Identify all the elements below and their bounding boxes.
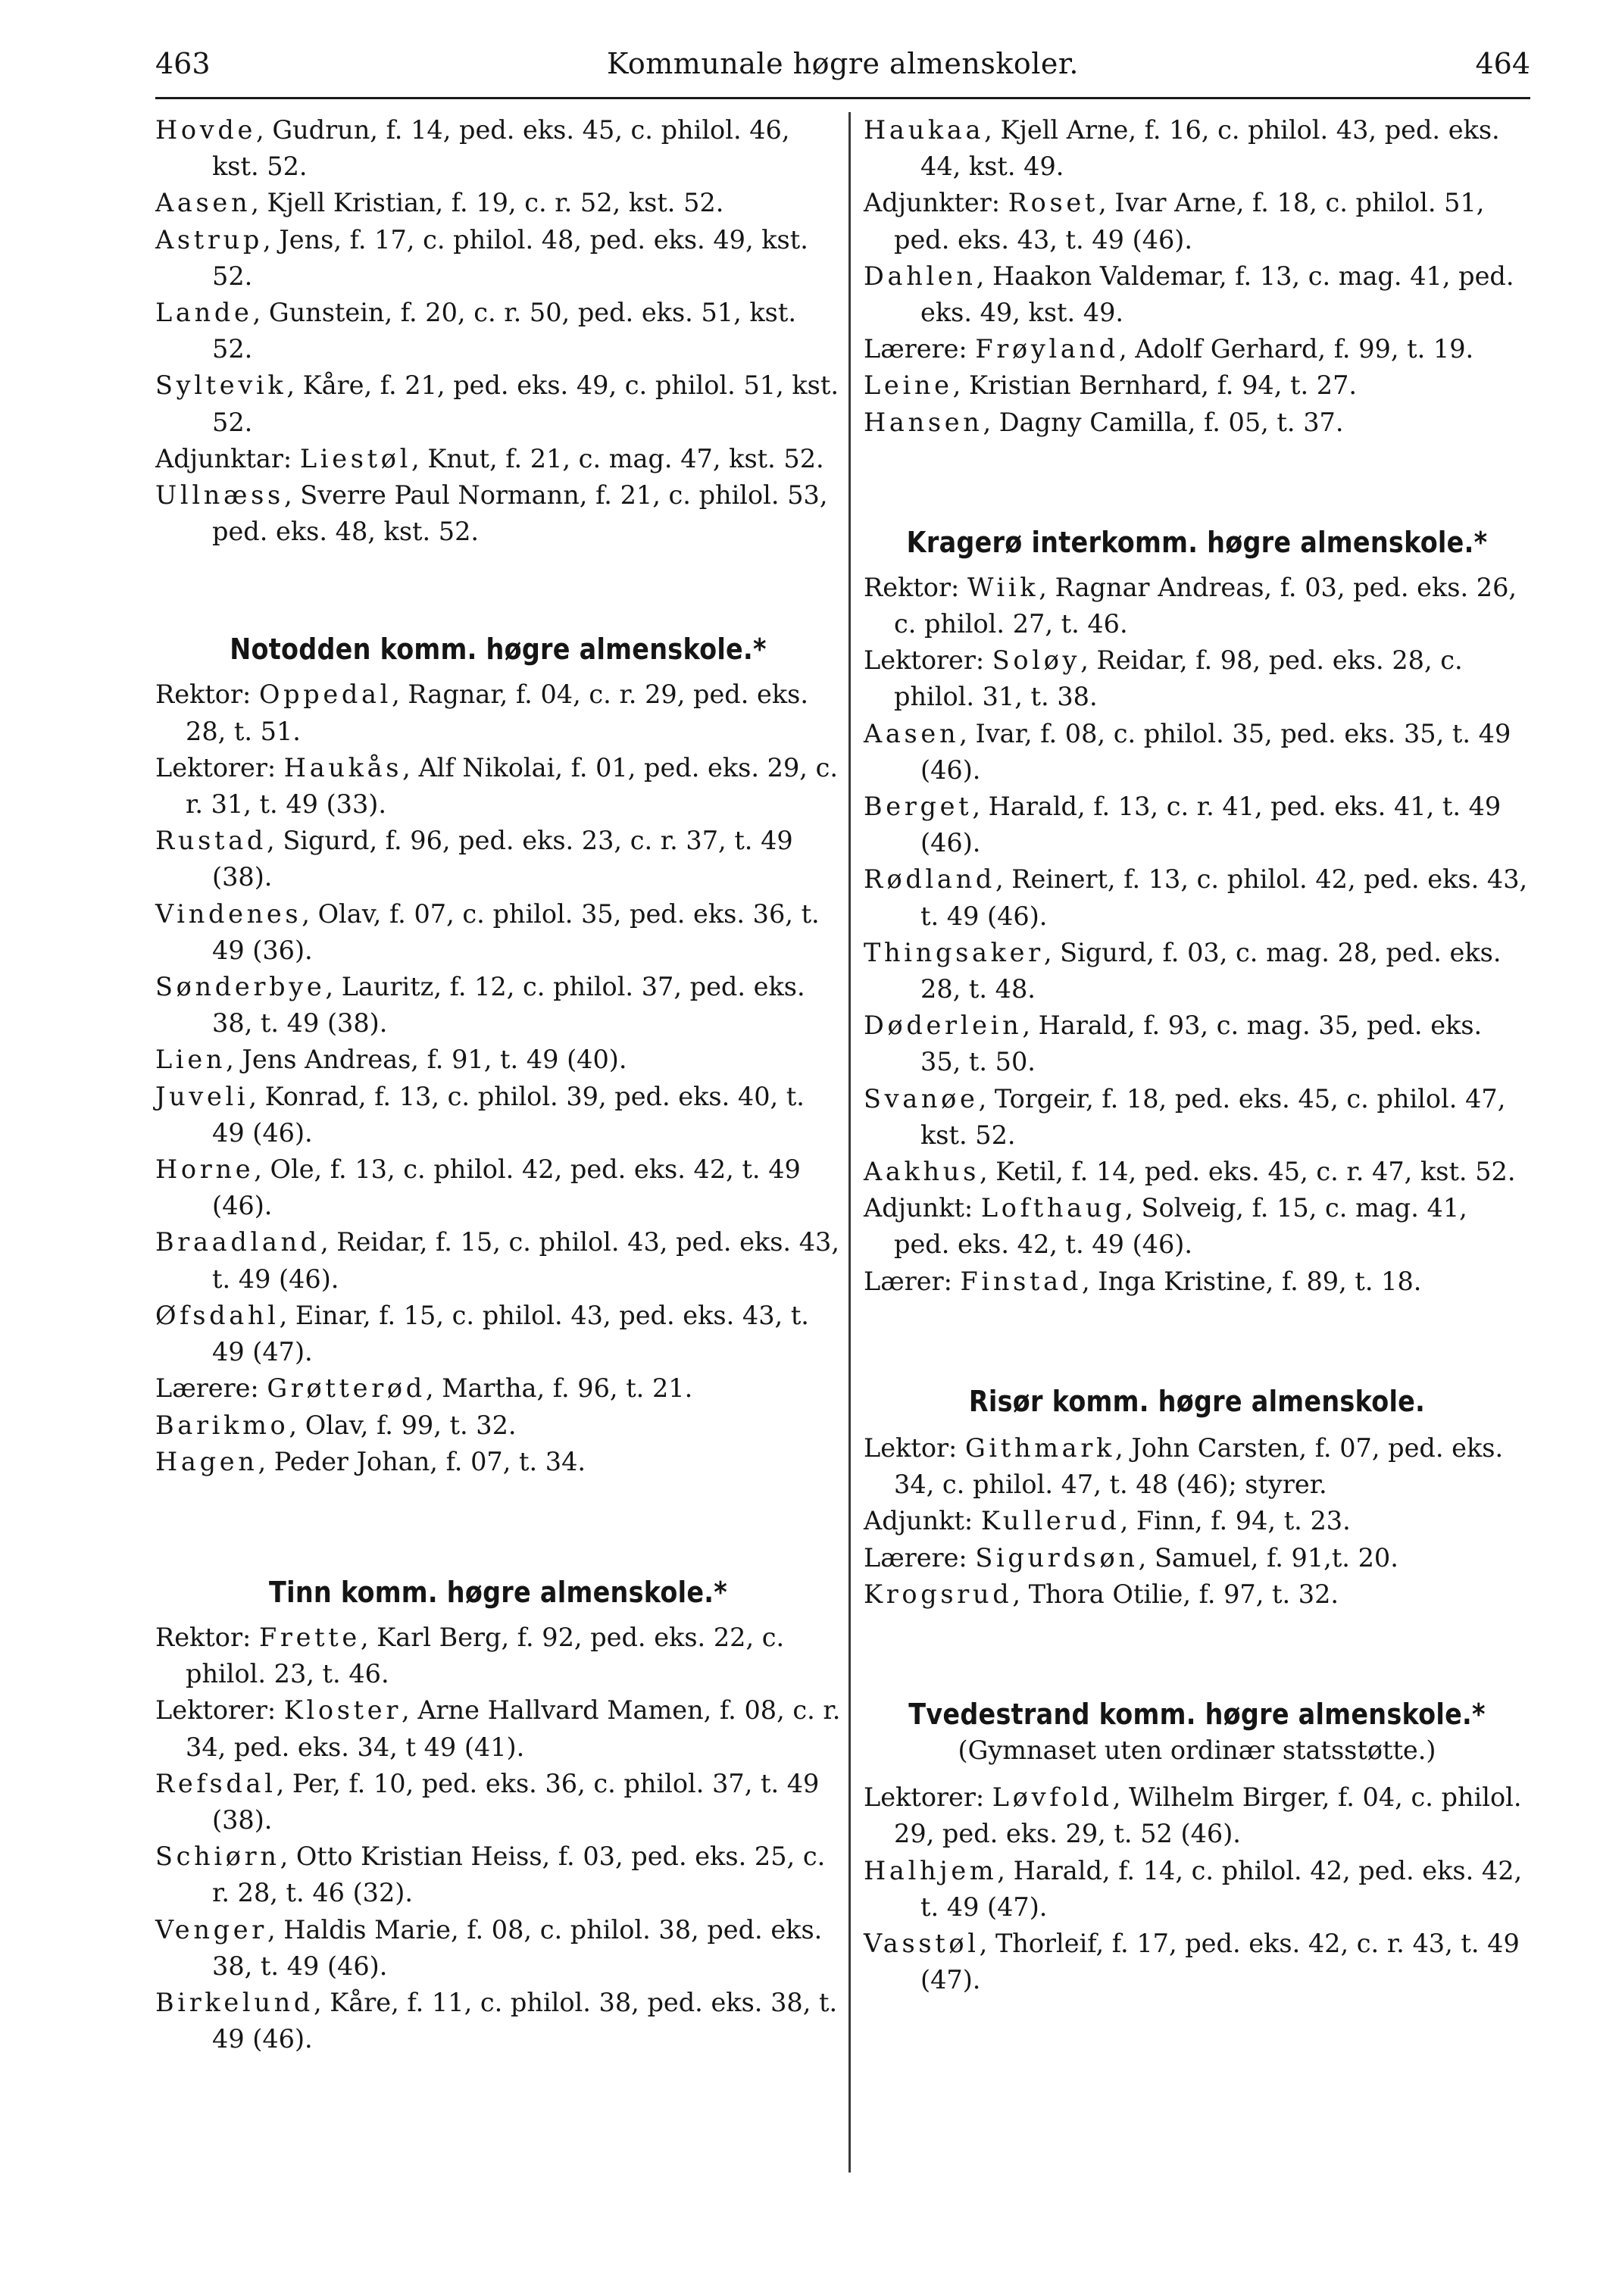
staff-entry: [864, 1926, 1530, 1998]
entry-details: , Sigurd, f. 96, ped. eks. 23, c. r. 37, t. 49 (38).: [212, 826, 793, 892]
surname: Schiørn: [155, 1841, 280, 1872]
entry-details: , Wilhelm Birger, f. 04, c. philol. 29, ped. eks. 29, t. 52 (46).: [894, 1782, 1522, 1849]
entry-details: , Harald, f. 93, c. mag. 35, ped. eks. 35, t. 50.: [920, 1011, 1483, 1077]
surname: Vindenes: [155, 898, 302, 929]
staff-entry: [864, 642, 1530, 715]
surname: Finstad: [960, 1266, 1082, 1296]
surname: Wiik: [967, 572, 1039, 602]
section-heading-tvedestrand: Tvedestrand komm. høgre almenskole.*: [908, 1697, 1486, 1731]
entry-details: , Ragnar Andreas, f. 03, ped. eks. 26, c. philol. 27, t. 46.: [894, 572, 1517, 639]
entry-details: , Solveig, f. 15, c. mag. 41, ped. eks. 42, t. 49 (46).: [894, 1193, 1467, 1260]
section-subheading: (Gymnaset uten ordinær statsstøtte.): [958, 1735, 1436, 1765]
surname: Rustad: [155, 826, 267, 856]
staff-entry: [155, 1079, 841, 1151]
surname: Haukås: [283, 752, 403, 783]
entry-details: , Olav, f. 07, c. philol. 35, ped. eks. 36, t. 49 (36).: [212, 898, 820, 965]
staff-entry: [864, 405, 1530, 441]
surname: Oppedal: [258, 679, 392, 710]
staff-entry: [864, 1007, 1530, 1080]
staff-entry: [864, 570, 1530, 642]
surname: Frette: [258, 1622, 361, 1652]
entry-details: , Harald, f. 14, c. philol. 42, ped. eks. 42, t. 49 (47).: [920, 1855, 1523, 1922]
staff-entry: [155, 969, 841, 1042]
role-label: Rektor:: [864, 572, 967, 602]
surname: Braadland: [155, 1227, 320, 1257]
section-entries: [864, 570, 1530, 1300]
entry-details: , Knut, f. 21, c. mag. 47, kst. 52.: [411, 443, 824, 473]
staff-entry: [155, 222, 841, 295]
surname: Lande: [155, 298, 253, 328]
entry-details: , Haldis Marie, f. 08, c. philol. 38, ped. eks. 38, t. 49 (46).: [212, 1914, 823, 1981]
entry-details: , Gunstein, f. 20, c. r. 50, ped. eks. 51, kst. 52.: [212, 298, 796, 364]
role-label: Rektor:: [155, 1622, 259, 1652]
staff-entry: [864, 1576, 1530, 1613]
role-label: Rektor:: [155, 679, 259, 710]
staff-entry: [155, 1407, 841, 1444]
role-label: Lektorer:: [864, 1782, 992, 1813]
entry-details: , Otto Kristian Heiss, f. 03, ped. eks. 25, c. r. 28, t. 46 (32).: [212, 1841, 826, 1908]
entry-details: , Ragnar, f. 04, c. r. 29, ped. eks. 28, t. 51.: [186, 679, 808, 746]
surname: Rødland: [864, 864, 995, 895]
surname: Dahlen: [864, 261, 977, 291]
staff-entry: [155, 1370, 841, 1407]
staff-entry: [864, 258, 1530, 331]
surname: Soløy: [992, 645, 1081, 676]
entry-details: , Kjell Arne, f. 16, c. philol. 43, ped. eks. 44, kst. 49.: [920, 115, 1500, 182]
surname: Kullerud: [980, 1506, 1120, 1536]
surname: Roset: [1008, 188, 1099, 218]
staff-entry: [155, 477, 841, 550]
role-label: Lærere:: [864, 1542, 976, 1573]
entry-details: , Karl Berg, f. 92, ped. eks. 22, c. philol. 23, t. 46.: [186, 1622, 785, 1689]
entry-details: , Einar, f. 15, c. philol. 43, ped. eks. 43, t. 49 (47).: [212, 1300, 809, 1367]
entry-details: , Alf Nikolai, f. 01, ped. eks. 29, c. r. 31, t. 49 (33).: [186, 752, 839, 820]
staff-entry: [864, 1264, 1530, 1300]
running-header: [155, 47, 1530, 92]
surname: Leine: [864, 370, 953, 401]
staff-entry: [155, 1620, 841, 1692]
surname: Svanøe: [864, 1083, 979, 1114]
surname: Halhjem: [864, 1855, 998, 1885]
header-rule: [155, 97, 1530, 99]
staff-entry: [864, 716, 1530, 789]
surname: Hagen: [155, 1446, 258, 1476]
role-label: Lektor:: [864, 1432, 965, 1463]
role-label: Adjunkt:: [864, 1193, 981, 1223]
surname: Refsdal: [155, 1768, 277, 1798]
surname: Liestøl: [299, 443, 412, 473]
surname: Syltevik: [155, 370, 287, 401]
surname: Krogsrud: [864, 1579, 1013, 1609]
surname: Lofthaug: [980, 1193, 1126, 1223]
role-label: Lektorer:: [155, 1695, 284, 1726]
entry-details: , Per, f. 10, ped. eks. 36, c. philol. 37, t. 49 (38).: [212, 1768, 820, 1835]
role-label: Adjunkter:: [864, 188, 1008, 218]
staff-entry: [864, 935, 1530, 1007]
staff-entry: [864, 1081, 1530, 1154]
staff-entry: [864, 112, 1530, 185]
surname: Døderlein: [864, 1011, 1023, 1041]
surname: Haukaa: [864, 115, 985, 145]
staff-entry: [155, 1042, 841, 1078]
entry-details: , Haakon Valdemar, f. 13, c. mag. 41, ped. eks. 49, kst. 49.: [920, 261, 1514, 328]
section-entries: [155, 676, 841, 1479]
role-label: Lektorer:: [864, 645, 992, 676]
entry-details: , Olav, f. 99, t. 32.: [289, 1410, 517, 1440]
surname: Vasstøl: [864, 1928, 980, 1958]
staff-entry: [155, 896, 841, 969]
entry-details: , Dagny Camilla, f. 05, t. 37.: [983, 407, 1344, 437]
surname: Githmark: [964, 1432, 1116, 1463]
surname: Birkelund: [155, 1987, 314, 2017]
section-entries: [864, 1779, 1530, 1998]
left-column: [155, 112, 841, 2057]
staff-entry: [864, 185, 1530, 258]
entry-details: , Kåre, f. 11, c. philol. 38, ped. eks. 38, t. 49 (46).: [212, 1987, 838, 2054]
staff-entry: [155, 112, 841, 185]
entry-details: , Martha, f. 96, t. 21.: [425, 1373, 693, 1404]
staff-entry: [155, 185, 841, 221]
staff-entry: [155, 1692, 841, 1765]
running-title: Kommunale høgre almenskoler.: [607, 47, 1079, 80]
role-label: Lektorer:: [155, 752, 284, 783]
entry-details: , Jens Andreas, f. 91, t. 49 (40).: [226, 1045, 627, 1075]
staff-entry: [155, 1224, 841, 1297]
staff-entry: [864, 1779, 1530, 1852]
staff-entry: [155, 1912, 841, 1985]
surname: Berget: [864, 792, 973, 822]
entry-details: , Konrad, f. 13, c. philol. 39, ped. eks. 40, t. 49 (46).: [212, 1081, 805, 1148]
surname: Lien: [155, 1045, 227, 1075]
surname: Venger: [155, 1914, 267, 1945]
entry-details: , John Carsten, f. 07, ped. eks. 34, c. philol. 47, t. 48 (46); styrer.: [894, 1432, 1504, 1500]
section-entries: [864, 112, 1530, 441]
entry-details: , Inga Kristine, f. 89, t. 18.: [1081, 1266, 1422, 1296]
section-heading-notodden: Notodden komm. høgre almenskole.*: [230, 633, 767, 667]
entry-details: , Lauritz, f. 12, c. philol. 37, ped. eks. 38, t. 49 (38).: [212, 972, 805, 1039]
entry-details: , Ivar, f. 08, c. philol. 35, ped. eks. 35, t. 49 (46).: [920, 718, 1511, 785]
surname: Sønderbye: [155, 972, 326, 1002]
staff-entry: [864, 789, 1530, 861]
staff-entry: [864, 1853, 1530, 1926]
surname: Juveli: [155, 1081, 249, 1111]
staff-entry: [155, 441, 841, 477]
surname: Horne: [155, 1154, 255, 1185]
staff-entry: [864, 861, 1530, 934]
surname: Aakhus: [864, 1157, 980, 1187]
staff-entry: [864, 1154, 1530, 1190]
column-divider: [848, 112, 851, 2173]
surname: Sigurdsøn: [975, 1542, 1139, 1573]
staff-entry: [155, 1838, 841, 1911]
role-label: Adjunkt:: [864, 1506, 981, 1536]
entry-details: , Reidar, f. 98, ped. eks. 28, c. philol. 31, t. 38.: [894, 645, 1463, 712]
section-heading-tinn: Tinn komm. høgre almenskole.*: [269, 1575, 727, 1609]
surname: Ullnæss: [155, 480, 284, 511]
staff-entry: [155, 1298, 841, 1370]
entry-details: , Samuel, f. 91,t. 20.: [1138, 1542, 1398, 1573]
page-number-left: 463: [155, 47, 211, 80]
entry-details: , Torgeir, f. 18, ped. eks. 45, c. philol. 47, kst. 52.: [920, 1083, 1506, 1150]
right-column: [864, 112, 1530, 1998]
surname: Kloster: [283, 1695, 402, 1726]
surname: Øfsdahl: [155, 1300, 280, 1330]
entry-details: , Finn, f. 94, t. 23.: [1120, 1506, 1351, 1536]
entry-details: , Peder Johan, f. 07, t. 34.: [258, 1446, 586, 1476]
page-number-right: 464: [1475, 47, 1530, 80]
role-label: Lærere:: [155, 1373, 267, 1404]
entry-details: , Adolf Gerhard, f. 99, t. 19.: [1118, 334, 1474, 364]
section-heading-kragero: Kragerø interkomm. høgre almenskole.*: [906, 525, 1488, 559]
staff-entry: [155, 1985, 841, 2057]
entry-details: , Harald, f. 13, c. r. 41, ped. eks. 41, t. 49 (46).: [920, 792, 1502, 858]
staff-entry: [864, 367, 1530, 404]
entry-details: , Sverre Paul Normann, f. 21, c. philol. 53, ped. eks. 48, kst. 52.: [212, 480, 828, 547]
entry-details: , Sigurd, f. 03, c. mag. 28, ped. eks. 28, t. 48.: [920, 937, 1502, 1004]
surname: Grøtterød: [267, 1373, 426, 1404]
staff-entry: [864, 1503, 1530, 1539]
staff-entry: [155, 295, 841, 367]
entry-details: , Kjell Kristian, f. 19, c. r. 52, kst. 52.: [251, 188, 724, 218]
section-entries: [864, 1430, 1530, 1613]
surname: Aasen: [155, 188, 252, 218]
staff-entry: [864, 1430, 1530, 1503]
entry-details: , Reidar, f. 15, c. philol. 43, ped. eks. 43, t. 49 (46).: [212, 1227, 840, 1294]
staff-entry: [155, 1151, 841, 1224]
entry-details: , Kåre, f. 21, ped. eks. 49, c. philol. 51, kst. 52.: [212, 370, 839, 437]
entry-details: , Kristian Bernhard, f. 94, t. 27.: [952, 370, 1358, 401]
staff-entry: [155, 367, 841, 440]
role-label: Lærere:: [864, 334, 976, 364]
staff-entry: [155, 823, 841, 895]
section-heading-risor: Risør komm. høgre almenskole.: [968, 1384, 1426, 1418]
entry-details: , Reinert, f. 13, c. philol. 42, ped. eks. 43, t. 49 (46).: [920, 864, 1528, 931]
entry-details: , Gudrun, f. 14, ped. eks. 45, c. philol. 46, kst. 52.: [212, 115, 790, 182]
staff-entry: [864, 1540, 1530, 1576]
surname: Hovde: [155, 115, 257, 145]
staff-entry: [864, 331, 1530, 367]
staff-entry: [155, 676, 841, 749]
staff-entry: [155, 1766, 841, 1838]
entry-details: , Arne Hallvard Mamen, f. 08, c. r. 34, ped. eks. 34, t 49 (41).: [186, 1695, 841, 1762]
surname: Løvfold: [992, 1782, 1113, 1813]
role-label: Lærer:: [864, 1266, 961, 1296]
entry-details: , Ivar Arne, f. 18, c. philol. 51, ped. eks. 43, t. 49 (46).: [894, 188, 1485, 255]
surname: Thingsaker: [864, 937, 1044, 967]
entry-details: , Jens, f. 17, c. philol. 48, ped. eks. 49, kst. 52.: [212, 224, 808, 291]
section-entries: [155, 1620, 841, 2057]
role-label: Adjunktar:: [155, 443, 300, 473]
entry-details: , Thorleif, f. 17, ped. eks. 42, c. r. 43, t. 49 (47).: [920, 1928, 1520, 1995]
entry-details: , Ketil, f. 14, ped. eks. 45, c. r. 47, kst. 52.: [979, 1157, 1516, 1187]
section-entries: [155, 112, 841, 550]
staff-entry: [155, 750, 841, 823]
staff-entry: [864, 1190, 1530, 1263]
entry-details: , Thora Otilie, f. 97, t. 32.: [1012, 1579, 1339, 1609]
surname: Hansen: [864, 407, 983, 437]
surname: Aasen: [864, 718, 960, 748]
surname: Barikmo: [155, 1410, 289, 1440]
staff-entry: [155, 1444, 841, 1480]
surname: Astrup: [155, 224, 264, 255]
entry-details: , Ole, f. 13, c. philol. 42, ped. eks. 42, t. 49 (46).: [212, 1154, 801, 1221]
surname: Frøyland: [975, 334, 1119, 364]
